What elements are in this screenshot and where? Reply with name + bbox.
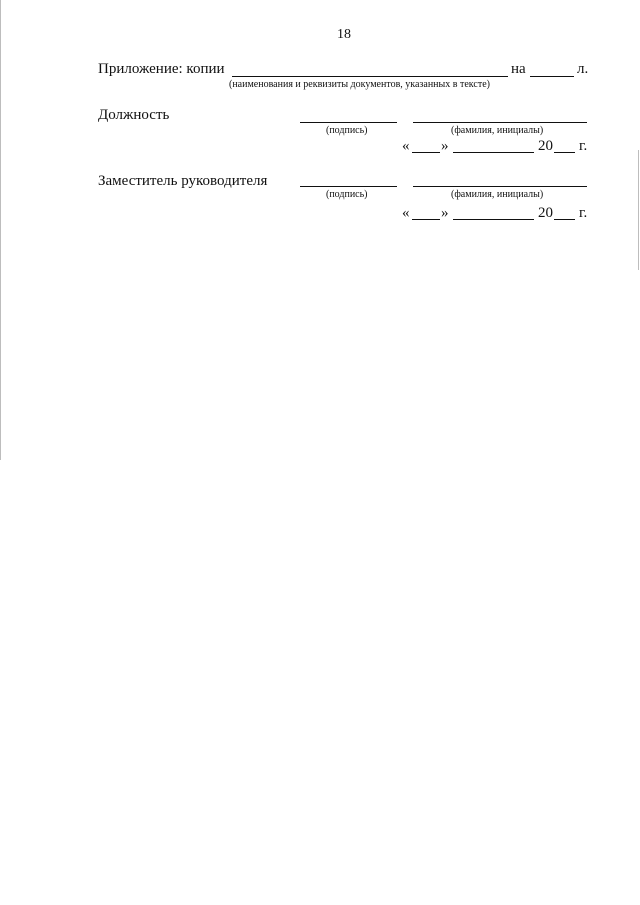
deputy-title: Заместитель руководителя [98,173,268,189]
deputy-date-year-suffix: г. [579,205,588,221]
scan-edge-right [638,150,639,270]
deputy-date-quote-open: « [402,205,410,221]
deputy-name-line [413,186,587,187]
position-signature-line [300,122,397,123]
page-number: 18 [337,27,351,42]
deputy-date-quote-close: » [441,205,449,221]
scan-edge-left [0,0,1,460]
deputy-signature-caption: (подпись) [326,189,368,200]
deputy-name-caption: (фамилия, инициалы) [451,189,544,200]
deputy-date-year-prefix: 20 [538,205,553,221]
attachment-documents-line [232,76,508,77]
position-date-quote-open: « [402,138,410,154]
attachment-label: Приложение: копии [98,61,225,77]
position-signature-caption: (подпись) [326,125,368,136]
position-date-month-line [453,152,534,153]
attachment-on-label: на [511,61,526,77]
position-name-caption: (фамилия, инициалы) [451,125,544,136]
deputy-date-day-line [412,219,440,220]
attachment-sheets-label: л. [577,61,589,77]
position-date-year-suffix: г. [579,138,588,154]
position-date-year-prefix: 20 [538,138,553,154]
position-date-day-line [412,152,440,153]
attachment-sheets-line [530,76,574,77]
deputy-signature-line [300,186,397,187]
deputy-date-year-line [554,219,575,220]
position-name-line [413,122,587,123]
position-title: Должность [98,107,170,123]
position-date-year-line [554,152,575,153]
attachment-caption: (наименования и реквизиты документов, указанных в тексте) [229,79,490,90]
position-date-quote-close: » [441,138,449,154]
deputy-date-month-line [453,219,534,220]
